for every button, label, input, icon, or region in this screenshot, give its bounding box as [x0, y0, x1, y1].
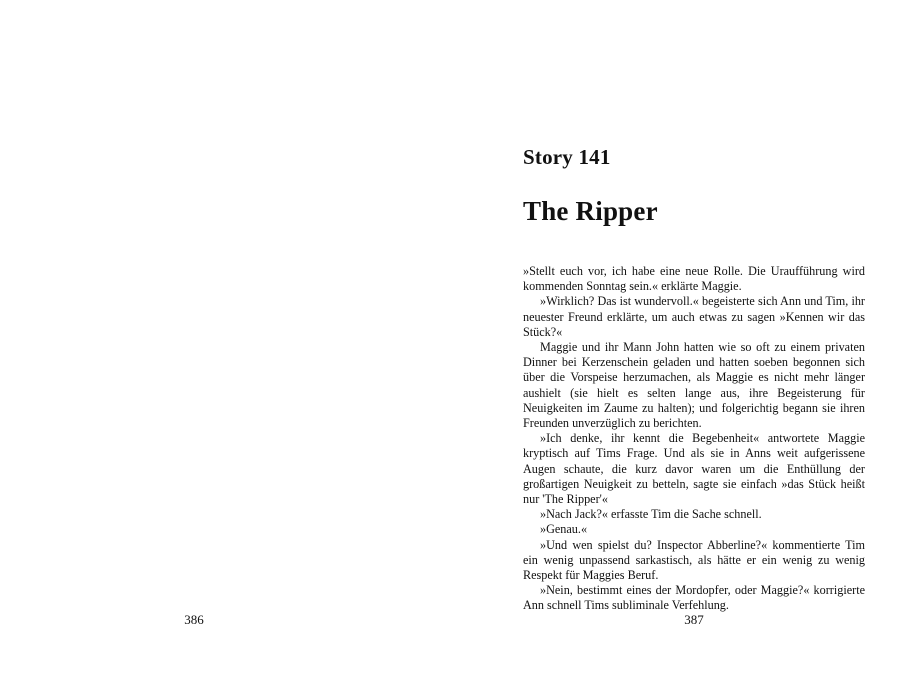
paragraph-3: Maggie und ihr Mann John hatten wie so oft zu einem privaten Dinner bei Kerzenschein geladen und hatten soeben begonnen sich über die Vorspeise herzumachen, als Maggie es nicht mehr länger aushielt (sie hielt es selten lange aus, ihre Begeisterung für Neuigkeiten im Zaume zu halten); und folgerichtig begann sie ihren Freunden unverzüglich zu berichten. [523, 340, 865, 431]
story-body [523, 264, 865, 614]
paragraph-1: »Stellt euch vor, ich habe eine neue Rolle. Die Uraufführung wird kommenden Sonntag sein.« erklärte Maggie. [523, 264, 865, 294]
story-number-heading: Story 141 [523, 145, 611, 169]
paragraph-7: »Und wen spielst du? Inspector Abberline?« kommentierte Tim ein wenig unpassend sarkastisch, als hätte er ein wenig zu wenig Respekt für Maggies Beruf. [523, 537, 865, 583]
paragraph-2: »Wirklich? Das ist wundervoll.« begeisterte sich Ann und Tim, ihr neuester Freund erklärte, um auch etwas zu sagen »Kennen wir das Stück?« [523, 294, 865, 339]
paragraph-6: »Genau.« [540, 522, 588, 537]
paragraph-4: »Ich denke, ihr kennt die Begebenheit« antwortete Maggie kryptisch auf Tims Frage. Und als sie in Anns weit aufgerissene Augen schaute, die kurz davor waren um die Enthüllung der großartigen Neuigkeit zu betteln, sagte sie einfach »das Stück heißt nur 'The Ripper'« [523, 431, 865, 507]
story-title-heading: The Ripper [523, 196, 658, 226]
left-page-number: 386 [184, 612, 204, 627]
paragraph-8: »Nein, bestimmt eines der Mordopfer, oder Maggie?« korrigierte Ann schnell Tims subliminale Verfehlung. [523, 583, 865, 613]
paragraph-5: »Nach Jack?« erfasste Tim die Sache schnell. [540, 507, 762, 522]
right-page-number: 387 [684, 612, 704, 627]
right-page [450, 0, 900, 676]
